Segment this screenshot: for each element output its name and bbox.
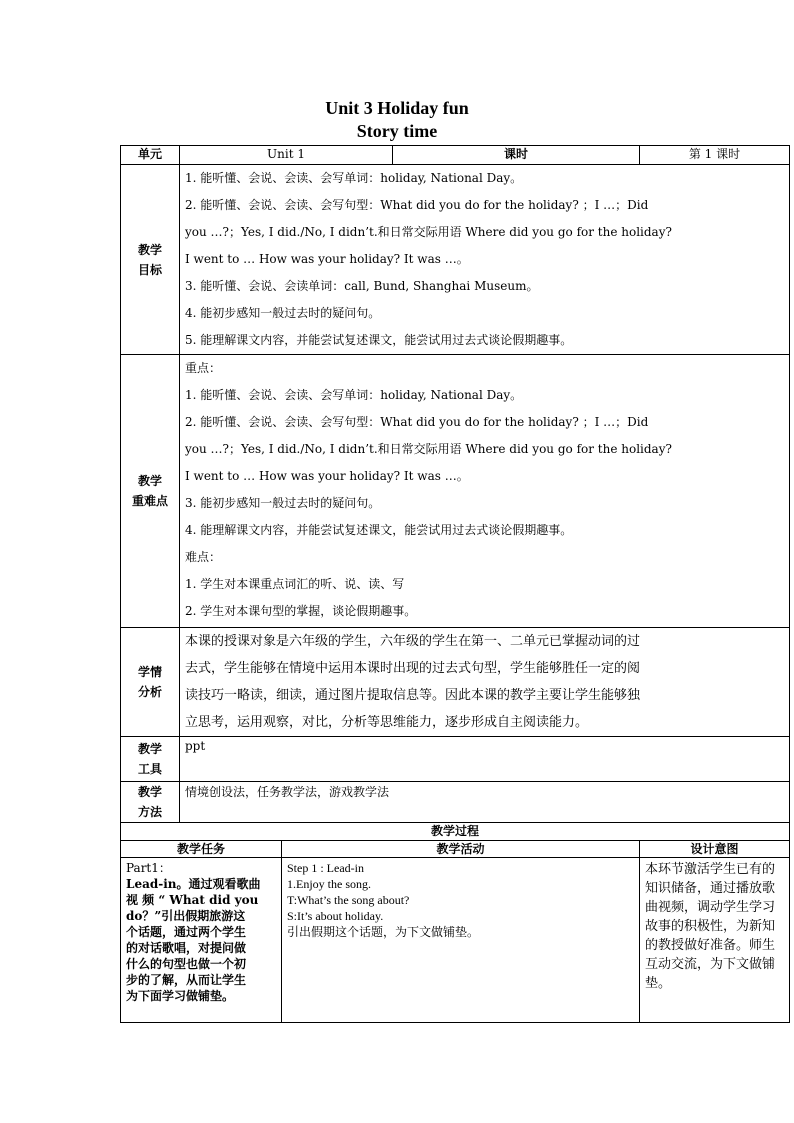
intent-cell: 本环节激活学生已有的 知识储备，通过播放歌 曲视频，调动学生学习 故事的积极性，为新知 的教授做好准备。师生 互动交流，为下文做铺 垫。 <box>640 858 790 1023</box>
methods-content: 情境创设法，任务教学法，游戏教学法 <box>180 782 790 823</box>
lesson-value: 第 1 课时 <box>640 146 790 165</box>
methods-label: 教学 方法 <box>121 782 180 823</box>
col-intent-header: 设计意图 <box>640 841 790 858</box>
document-subtitle: Story time <box>356 121 438 141</box>
unit-value: Unit 1 <box>180 146 393 165</box>
analysis-label: 学情 分析 <box>121 628 180 737</box>
col-activity-header: 教学活动 <box>282 841 640 858</box>
lesson-plan-table <box>120 145 790 1023</box>
document-title: Unit 3 Holiday fun <box>325 98 469 118</box>
col-task-header: 教学任务 <box>121 841 282 858</box>
process-heading: 教学过程 <box>121 823 790 841</box>
analysis-content: 本课的授课对象是六年级的学生，六年级的学生在第一、二单元已掌握动词的过 去式，学生能够在情境中运用本课时出现的过去式句型，学生能够胜任一定的阅 读技巧一略读，细读，通过图片提取信息等。因此本课的教学主要让学生能够独 立思考，运用观察，对比，分析等思维能力，逐步形成自主阅读能力。 <box>180 628 790 737</box>
keypoints-content: 重点： 1. 能听懂、会说、会读、会写单词：holiday, National Day。 2. 能听懂、会说、会读、会写句型：What did you do for the holiday? ；I …；Did you …?；Yes, I did./No, I didn’t.和日常交际用语 Where did you go for the holiday? I went to … How was your holiday? It was …。 3. 能初步感知一般过去时的疑问句。 4. 能理解课文内容，并能尝试复述课文，能尝试用过去式谈论假期趣事。 难点： 1. 学生对本课重点词汇的听、说、读、写 2. 学生对本课句型的掌握，谈论假期趣事。 <box>180 355 790 628</box>
unit-label: 单元 <box>121 146 180 165</box>
goals-label: 教学 目标 <box>121 165 180 355</box>
task-cell: Part1： Lead-in。通过观看歌曲 视 频 “ What did you do？”引出假期旅游这 个话题，通过两个学生 的对话歌唱，对提问做 什么的句型也做一个初 步的了解，从而让学生 为下面学习做铺垫。 <box>121 858 282 1023</box>
tools-label: 教学 工具 <box>121 737 180 782</box>
activity-cell: Step 1 : Lead-in 1.Enjoy the song. T:What’s the song about? S:It’s about holiday. 引出假期这个话题，为下文做铺垫。 <box>282 858 640 1023</box>
tools-content: ppt <box>180 737 790 782</box>
keypoints-label: 教学 重难点 <box>121 355 180 628</box>
lesson-label: 课时 <box>393 146 640 165</box>
goals-content: 1. 能听懂、会说、会读、会写单词：holiday, National Day。 2. 能听懂、会说、会读、会写句型：What did you do for the holiday? ；I …；Did you …?；Yes, I did./No, I didn’t.和日常交际用语 Where did you go for the holiday? I went to … How was your holiday? It was …。 3. 能听懂、会说、会读单词：call, Bund, Shanghai Museum。 4. 能初步感知一般过去时的疑问句。 5. 能理解课文内容，并能尝试复述课文，能尝试用过去式谈论假期趣事。 <box>180 165 790 355</box>
